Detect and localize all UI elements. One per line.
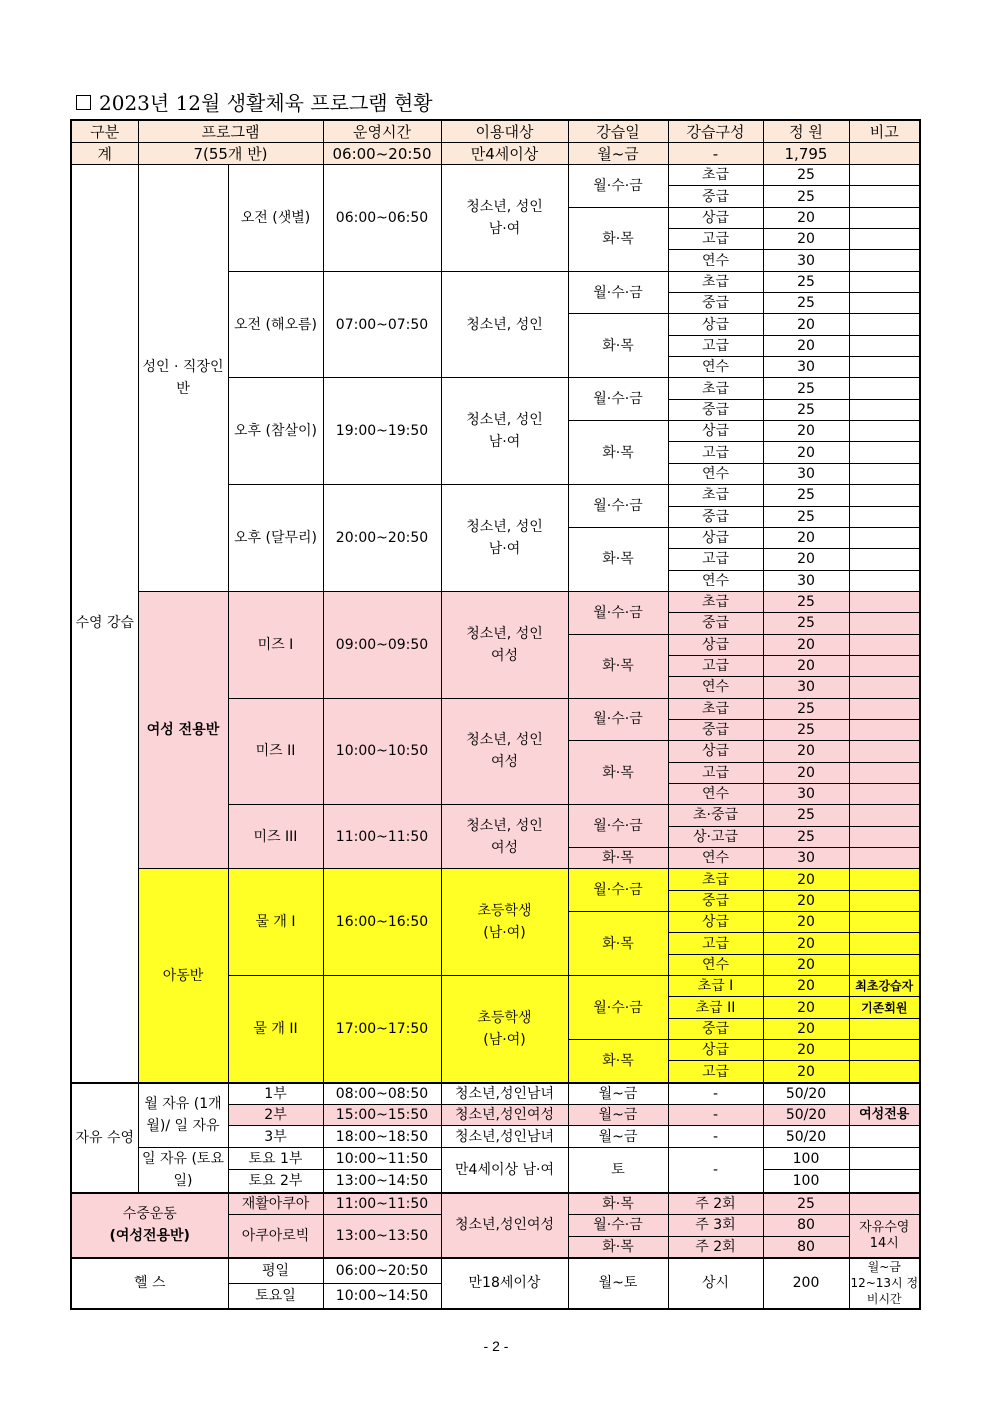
header-cell: 운영시간 [323,120,441,143]
free-note [849,1126,920,1147]
capacity-cell: 20 [763,762,849,783]
days-cell: 월·수·금 [568,805,668,848]
free-time: 08:00~08:50 [323,1083,441,1105]
capacity-cell: 20 [763,869,849,890]
health-weekday: 평일 [228,1258,323,1284]
note-cell [849,186,920,207]
capacity-cell: 25 [763,613,849,634]
capacity-cell: 20 [763,655,849,676]
aqua-name: 아쿠아로빅 [228,1215,323,1258]
level-cell: 고급 [668,762,763,783]
note-cell [849,783,920,804]
level-cell: 고급 [668,229,763,250]
health-target: 만18세이상 [441,1258,568,1309]
free-capacity: 100 [763,1170,849,1193]
level-cell: 고급 [668,549,763,570]
level-cell: 연수 [668,677,763,698]
note-cell [849,677,920,698]
capacity-cell: 20 [763,335,849,356]
capacity-cell: 20 [763,207,849,228]
free-part: 토요 1부 [228,1147,323,1169]
capacity-cell: 30 [763,677,849,698]
level-cell: 고급 [668,655,763,676]
capacity-cell: 20 [763,549,849,570]
days-cell: 화·목 [568,527,668,591]
capacity-cell: 25 [763,378,849,399]
table-row [71,1193,920,1215]
level-cell: 초급 [668,698,763,719]
header-cell: 프로그램 [138,120,323,143]
table-row [71,869,920,890]
capacity-cell: 30 [763,783,849,804]
note-cell [849,293,920,314]
summary-label: 계 [71,143,138,165]
days-cell: 월·수·금 [568,591,668,634]
session-name: 물 개 I [228,869,323,976]
days-cell: 화·목 [568,207,668,271]
session-name: 미즈 III [228,805,323,869]
summary-comp: - [668,143,763,165]
level-cell: 초급 [668,591,763,612]
days-cell: 화·목 [568,1040,668,1083]
note-cell [849,634,920,655]
note-cell [849,250,920,271]
days-cell: 월·수·금 [568,271,668,314]
note-cell [849,314,920,335]
page-number: - 2 - [483,1338,509,1354]
health-days: 월~토 [568,1258,668,1309]
header-cell: 구분 [71,120,138,143]
capacity-cell: 30 [763,357,849,378]
days-cell: 화·목 [568,912,668,976]
capacity-cell: 20 [763,314,849,335]
level-cell: 초급 [668,378,763,399]
session-target: 청소년, 성인 여성 [441,805,568,869]
free-note [849,1083,920,1105]
session-target: 청소년, 성인 여성 [441,698,568,805]
free-days: 월~금 [568,1105,668,1126]
days-cell: 월·수·금 [568,698,668,741]
aqua-capacity: 80 [763,1236,849,1258]
level-cell: 초급 [668,869,763,890]
note-cell [849,890,920,911]
header-cell: 강습구성 [668,120,763,143]
capacity-cell: 20 [763,1018,849,1039]
free-target: 만4세이상 남·여 [441,1147,568,1193]
session-target: 청소년, 성인 남·여 [441,485,568,592]
days-cell: 화·목 [568,848,668,869]
capacity-cell: 20 [763,890,849,911]
capacity-cell: 30 [763,463,849,484]
level-cell: 연수 [668,463,763,484]
capacity-cell: 25 [763,485,849,506]
free-comp: - [668,1147,763,1193]
session-target: 청소년, 성인 남·여 [441,378,568,485]
level-cell: 중급 [668,890,763,911]
free-part: 1부 [228,1083,323,1105]
free-note [849,1170,920,1193]
level-cell: 초·중급 [668,805,763,826]
note-cell [849,207,920,228]
session-target: 초등학생 (남·여) [441,869,568,976]
capacity-cell: 20 [763,976,849,997]
health-comp: 상시 [668,1258,763,1309]
free-note [849,1147,920,1169]
program-table [70,119,921,1310]
aqua-days: 화·목 [568,1193,668,1215]
free-comp: - [668,1105,763,1126]
note-cell [849,229,920,250]
session-time: 19:00~19:50 [323,378,441,485]
note-cell [849,549,920,570]
free-time: 15:00~15:50 [323,1105,441,1126]
note-cell [849,485,920,506]
header-cell: 이용대상 [441,120,568,143]
table-row [71,1083,920,1105]
days-cell: 화·목 [568,741,668,805]
level-cell: 중급 [668,613,763,634]
summary-program: 7(55개 반) [138,143,323,165]
table-row [71,165,920,186]
session-target: 청소년, 성인 남·여 [441,165,568,272]
note-cell: 최초강습자 [849,976,920,997]
session-time: 07:00~07:50 [323,271,441,378]
summary-time: 06:00~20:50 [323,143,441,165]
summary-days: 월~금 [568,143,668,165]
level-cell: 연수 [668,848,763,869]
free-time: 13:00~14:50 [323,1170,441,1193]
summary-note [849,143,920,165]
note-cell [849,442,920,463]
category-aqua: 수중운동 (여성전용반) [71,1193,228,1258]
capacity-cell: 20 [763,229,849,250]
checkbox-icon [76,95,91,110]
level-cell: 중급 [668,506,763,527]
note-cell [849,655,920,676]
free-capacity: 100 [763,1147,849,1169]
capacity-cell: 20 [763,933,849,954]
level-cell: 상급 [668,207,763,228]
free-target: 청소년,성인남녀 [441,1126,568,1147]
note-cell [849,357,920,378]
free-note: 여성전용 [849,1105,920,1126]
group-women: 여성 전용반 [138,591,228,868]
level-cell: 상급 [668,527,763,548]
level-cell: 연수 [668,783,763,804]
note-cell [849,335,920,356]
free-target: 청소년,성인남녀 [441,1083,568,1105]
session-target: 초등학생 (남·여) [441,976,568,1083]
capacity-cell: 25 [763,805,849,826]
note-cell [849,848,920,869]
session-name: 오전 (샛별) [228,165,323,272]
capacity-cell: 25 [763,165,849,186]
aqua-comp: 주 2회 [668,1236,763,1258]
header-cell: 강습일 [568,120,668,143]
aqua-capacity: 80 [763,1215,849,1236]
capacity-cell: 20 [763,634,849,655]
table-row [71,591,920,612]
level-cell: 상급 [668,1040,763,1061]
aqua-comp: 주 2회 [668,1193,763,1215]
note-cell: 기존회원 [849,997,920,1018]
capacity-cell: 20 [763,954,849,975]
category-swim: 수영 강습 [71,165,138,1083]
health-weekday-time: 06:00~20:50 [323,1258,441,1284]
level-cell: 상급 [668,634,763,655]
days-cell: 월·수·금 [568,485,668,528]
free-days: 월~금 [568,1083,668,1105]
note-cell [849,421,920,442]
note-cell [849,613,920,634]
category-health: 헬 스 [71,1258,228,1309]
free-part: 3부 [228,1126,323,1147]
free-monthly-label: 월 자유 (1개월)/ 일 자유 [138,1083,228,1148]
level-cell: 상·고급 [668,826,763,847]
level-cell: 중급 [668,399,763,420]
note-cell [849,1018,920,1039]
header-cell: 비고 [849,120,920,143]
header-cell: 정 원 [763,120,849,143]
note-cell [849,570,920,591]
health-note: 월~금 12~13시 정비시간 [849,1258,920,1309]
aqua-target: 청소년,성인여성 [441,1193,568,1258]
days-cell: 월·수·금 [568,976,668,1040]
aqua-comp: 주 3회 [668,1215,763,1236]
capacity-cell: 25 [763,719,849,740]
aqua-note: 자유수영 14시 [849,1215,920,1258]
session-name: 오후 (참살이) [228,378,323,485]
aqua-capacity: 25 [763,1193,849,1215]
session-time: 11:00~11:50 [323,805,441,869]
summary-capacity: 1,795 [763,143,849,165]
session-name: 미즈 II [228,698,323,805]
session-time: 10:00~10:50 [323,698,441,805]
note-cell [849,741,920,762]
level-cell: 연수 [668,570,763,591]
capacity-cell: 30 [763,848,849,869]
health-saturday: 토요일 [228,1283,323,1309]
note-cell [849,506,920,527]
level-cell: 연수 [668,250,763,271]
note-cell [849,869,920,890]
capacity-cell: 25 [763,271,849,292]
free-time: 18:00~18:50 [323,1126,441,1147]
aqua-days: 월·수·금 [568,1215,668,1236]
session-name: 오후 (달무리) [228,485,323,592]
health-capacity: 200 [763,1258,849,1309]
free-capacity: 50/20 [763,1126,849,1147]
free-capacity: 50/20 [763,1083,849,1105]
note-cell [849,165,920,186]
level-cell: 고급 [668,1061,763,1083]
group-adult: 성인 · 직장인반 [138,165,228,592]
capacity-cell: 25 [763,186,849,207]
capacity-cell: 20 [763,442,849,463]
group-kids: 아동반 [138,869,228,1083]
aqua-time: 11:00~11:50 [323,1193,441,1215]
free-part: 토요 2부 [228,1170,323,1193]
session-name: 물 개 II [228,976,323,1083]
table-row [71,1147,920,1169]
capacity-cell: 20 [763,421,849,442]
note-cell [849,527,920,548]
note-cell [849,399,920,420]
days-cell: 화·목 [568,314,668,378]
capacity-cell: 30 [763,570,849,591]
note-cell [849,1061,920,1083]
level-cell: 초급 [668,485,763,506]
level-cell: 상급 [668,421,763,442]
session-target: 청소년, 성인 여성 [441,591,568,698]
days-cell: 화·목 [568,634,668,698]
level-cell: 상급 [668,314,763,335]
note-cell [849,933,920,954]
capacity-cell: 20 [763,997,849,1018]
capacity-cell: 25 [763,506,849,527]
note-cell [849,719,920,740]
level-cell: 연수 [668,357,763,378]
level-cell: 상급 [668,741,763,762]
note-cell [849,463,920,484]
aqua-days: 화·목 [568,1236,668,1258]
capacity-cell: 20 [763,1040,849,1061]
level-cell: 연수 [668,954,763,975]
health-saturday-time: 10:00~14:50 [323,1283,441,1309]
session-name: 미즈 I [228,591,323,698]
note-cell [849,826,920,847]
free-saturday-label: 일 자유 (토요일) [138,1147,228,1193]
level-cell: 초급 I [668,976,763,997]
session-name: 오전 (해오름) [228,271,323,378]
free-time: 10:00~11:50 [323,1147,441,1169]
note-cell [849,805,920,826]
capacity-cell: 30 [763,250,849,271]
capacity-cell: 25 [763,293,849,314]
note-cell [849,762,920,783]
level-cell: 초급 [668,165,763,186]
capacity-cell: 25 [763,399,849,420]
level-cell: 중급 [668,186,763,207]
level-cell: 상급 [668,912,763,933]
session-time: 09:00~09:50 [323,591,441,698]
level-cell: 고급 [668,442,763,463]
aqua-note-empty [849,1193,920,1215]
days-cell: 월·수·금 [568,378,668,421]
note-cell [849,378,920,399]
capacity-cell: 25 [763,698,849,719]
note-cell [849,1040,920,1061]
capacity-cell: 25 [763,591,849,612]
level-cell: 중급 [668,1018,763,1039]
level-cell: 초급 [668,271,763,292]
session-time: 17:00~17:50 [323,976,441,1083]
days-cell: 월·수·금 [568,869,668,912]
note-cell [849,954,920,975]
summary-target: 만4세이상 [441,143,568,165]
aqua-name: 재활아쿠아 [228,1193,323,1215]
free-days: 토 [568,1147,668,1193]
category-free-swim: 자유 수영 [71,1083,138,1193]
aqua-time: 13:00~13:50 [323,1215,441,1258]
capacity-cell: 20 [763,741,849,762]
free-part: 2부 [228,1105,323,1126]
days-cell: 월·수·금 [568,165,668,208]
capacity-cell: 20 [763,1061,849,1083]
days-cell: 화·목 [568,421,668,485]
table-header [71,120,920,143]
capacity-cell: 20 [763,912,849,933]
session-time: 06:00~06:50 [323,165,441,272]
level-cell: 중급 [668,719,763,740]
session-target: 청소년, 성인 [441,271,568,378]
level-cell: 초급 II [668,997,763,1018]
free-comp: - [668,1083,763,1105]
level-cell: 고급 [668,933,763,954]
note-cell [849,591,920,612]
note-cell [849,698,920,719]
session-time: 20:00~20:50 [323,485,441,592]
free-capacity: 50/20 [763,1105,849,1126]
free-comp: - [668,1126,763,1147]
free-days: 월~금 [568,1126,668,1147]
session-time: 16:00~16:50 [323,869,441,976]
summary-row [71,143,920,165]
level-cell: 고급 [668,335,763,356]
level-cell: 중급 [668,293,763,314]
table-row [71,1258,920,1284]
capacity-cell: 25 [763,826,849,847]
capacity-cell: 20 [763,527,849,548]
note-cell [849,271,920,292]
note-cell [849,912,920,933]
page-title: 2023년 12월 생활체육 프로그램 현황 [72,88,433,118]
free-target: 청소년,성인여성 [441,1105,568,1126]
